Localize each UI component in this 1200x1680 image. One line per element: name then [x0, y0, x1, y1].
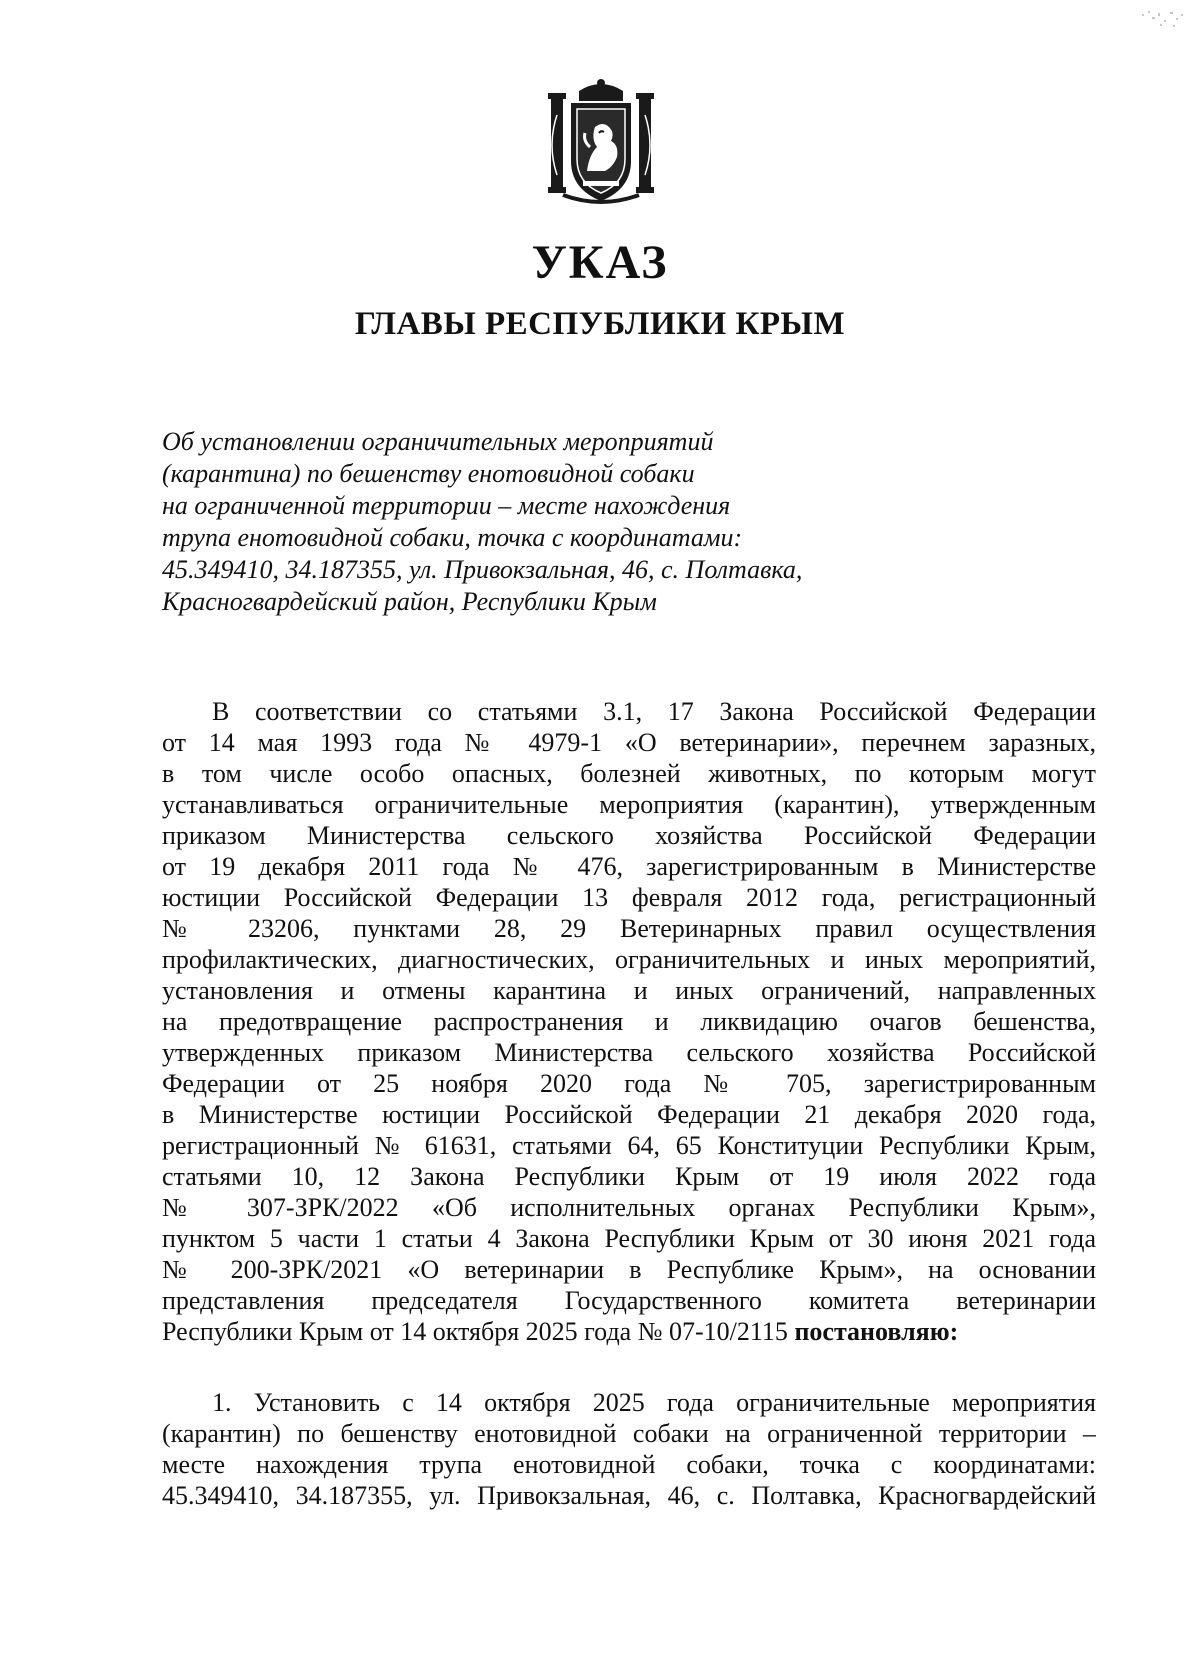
preamble-line: № 23206, пунктами 28, 29 Ветеринарных правил осуществления: [162, 914, 1096, 943]
document-title: УКАЗ: [531, 236, 669, 289]
preamble-line: в том числе особо опасных, болезней животных, по которым могут: [162, 759, 1096, 788]
document-subtitle: ГЛАВЫ РЕСПУБЛИКИ КРЫМ: [354, 306, 846, 342]
heading-line: трупа енотовидной собаки, точка с координатами:: [162, 523, 743, 552]
clause-line: (карантин) по бешенству енотовидной собаки на ограниченной территории –: [162, 1419, 1096, 1448]
heading-line: 45.349410, 34.187355, ул. Привокзальная, 46, с. Полтавка,: [162, 555, 803, 584]
preamble-last-line: [162, 1316, 1096, 1347]
clause-line: 45.349410, 34.187355, ул. Привокзальная, 46, с. Полтавка, Красногвардейский: [162, 1481, 1096, 1510]
crimea-coat-of-arms-icon: [543, 75, 659, 209]
preamble-line: установления и отмены карантина и иных ограничений, направленных: [162, 976, 1096, 1005]
preamble-line: в Министерстве юстиции Российской Федерации 21 декабря 2020 года,: [162, 1100, 1096, 1129]
preamble-line: пунктом 5 части 1 статьи 4 Закона Республики Крым от 30 июня 2021 года: [162, 1224, 1096, 1253]
scan-noise-mark: [1140, 8, 1186, 30]
preamble-line: утвержденных приказом Министерства сельского хозяйства Российской: [162, 1038, 1096, 1067]
decree-heading: [162, 426, 942, 618]
heading-line: на ограниченной территории – месте нахождения: [162, 491, 731, 520]
preamble-line: регистрационный № 61631, статьями 64, 65 Конституции Республики Крым,: [162, 1131, 1096, 1160]
heading-line: Об установлении ограничительных мероприятий: [162, 427, 714, 456]
heading-line: Красногвардейский район, Республики Крым: [162, 587, 657, 616]
preamble-line: от 19 декабря 2011 года № 476, зарегистрированным в Министерстве: [162, 852, 1096, 881]
clause-line: 1. Установить с 14 октября 2025 года ограничительные мероприятия: [212, 1388, 1096, 1417]
preamble-line: юстиции Российской Федерации 13 февраля 2012 года, регистрационный: [162, 883, 1096, 912]
preamble-line: № 200-ЗРК/2021 «О ветеринарии в Республике Крым», на основании: [162, 1255, 1096, 1284]
preamble-line: профилактических, диагностических, ограничительных и иных мероприятий,: [162, 945, 1096, 974]
preamble-line: от 14 мая 1993 года № 4979-1 «О ветеринарии», перечнем заразных,: [162, 728, 1096, 757]
preamble-line: приказом Министерства сельского хозяйства Российской Федерации: [162, 821, 1096, 850]
preamble-line: устанавливаться ограничительные мероприятия (карантин), утвержденным: [162, 790, 1096, 819]
preamble-line: № 307-ЗРК/2022 «Об исполнительных органах Республики Крым»,: [162, 1193, 1096, 1222]
heading-line: (карантина) по бешенству енотовидной собаки: [162, 459, 695, 488]
clause-line: месте нахождения трупа енотовидной собаки, точка с координатами:: [162, 1450, 1096, 1479]
preamble-line: Федерации от 25 ноября 2020 года № 705, зарегистрированным: [162, 1069, 1096, 1098]
preamble-paragraph: [162, 696, 1096, 1347]
preamble-line: Республики Крым от 14 октября 2025 года № 07-10/2115: [162, 1317, 788, 1346]
preamble-line: статьями 10, 12 Закона Республики Крым от 19 июля 2022 года: [162, 1162, 1096, 1191]
preamble-line: В соответствии со статьями 3.1, 17 Закона Российской Федерации: [212, 697, 1096, 726]
preamble-line: представления председателя Государственного комитета ветеринарии: [162, 1286, 1096, 1315]
preamble-line: на предотвращение распространения и ликвидацию очагов бешенства,: [162, 1007, 1096, 1036]
clause-1-paragraph: [162, 1387, 1096, 1511]
decree-word: постановляю:: [794, 1317, 959, 1346]
